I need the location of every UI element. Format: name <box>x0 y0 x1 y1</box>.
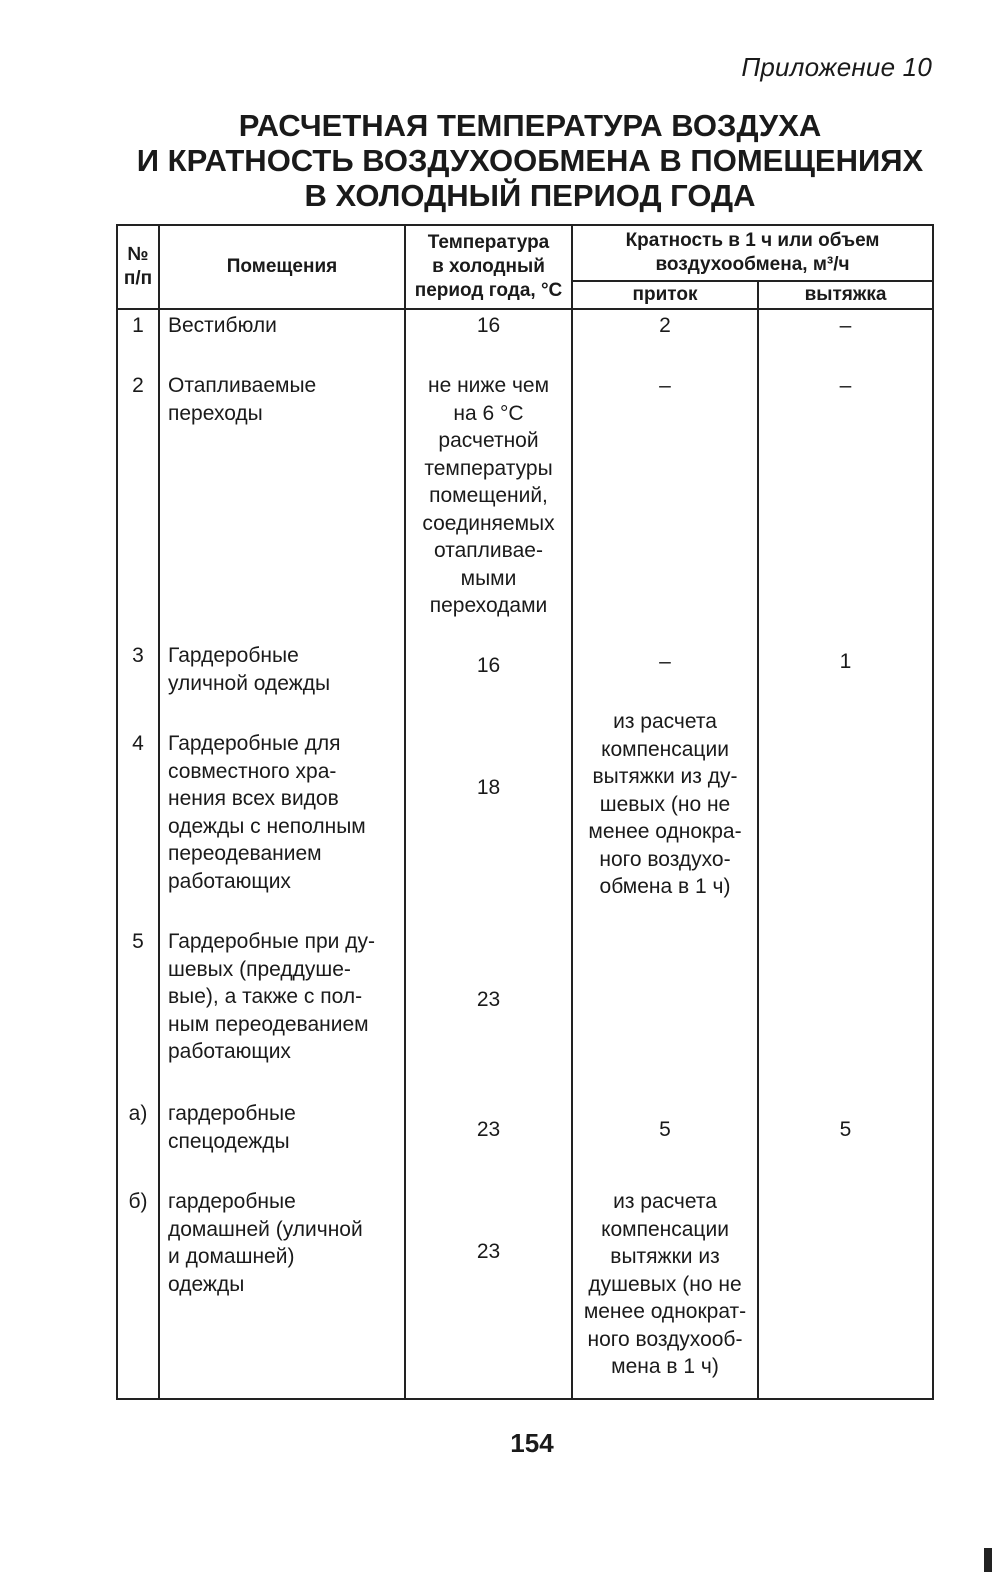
row-3-temp: 16 <box>476 654 501 677</box>
row-4-room: Гардеробные для совместного хра- нения всех видов одежды с неполным переодеванием работающих <box>168 732 366 893</box>
header-supply: приток <box>632 284 698 305</box>
table-border-right <box>932 224 934 1400</box>
appendix-label: Приложение 10 <box>741 52 932 82</box>
row-2-room: Отапливаемые переходы <box>168 374 317 425</box>
row-3-exhaust: 1 <box>839 650 852 673</box>
table-border-bottom <box>116 1398 934 1400</box>
row-3-num: 3 <box>132 644 144 667</box>
row-4-temp: 18 <box>476 776 501 799</box>
row-a-temp: 23 <box>476 1118 501 1141</box>
header-room: Помещения <box>226 256 338 277</box>
row-5-num: 5 <box>132 930 144 953</box>
page-title <box>100 108 960 213</box>
row-1-room: Вестибюли <box>168 314 277 337</box>
row-5-temp: 23 <box>476 988 501 1011</box>
row-3-room: Гардеробные уличной одежды <box>168 644 331 695</box>
row-a-room: гардеробные спецодежды <box>168 1102 296 1153</box>
row-2-supply: – <box>659 374 671 397</box>
row-a-supply: 5 <box>659 1118 671 1141</box>
header-divider <box>116 308 934 310</box>
row-2-num: 2 <box>132 374 144 397</box>
column-divider-supply <box>757 280 759 1400</box>
header-exhaust: вытяжка <box>804 284 887 305</box>
row-5-room: Гардеробные при ду- шевых (преддуше- вые), а также с пол- ным переодеванием работающих <box>168 930 375 1063</box>
ventilation-table <box>116 224 934 1400</box>
row-2-exhaust: – <box>839 374 852 397</box>
title-line-1: РАСЧЕТНАЯ ТЕМПЕРАТУРА ВОЗДУХА <box>238 108 822 143</box>
row-b-temp: 23 <box>476 1240 501 1263</box>
scan-mark <box>984 1548 992 1572</box>
table-border-left <box>116 224 118 1400</box>
page-number: 154 <box>510 1428 554 1458</box>
row-b-num: б) <box>128 1190 148 1213</box>
row-b-supply: из расчета компенсации вытяжки из душевых (но не менее однократ- ного воздухооб- мена в 1 ч) <box>583 1190 747 1378</box>
row-a-num: а) <box>128 1102 148 1125</box>
row-1-temp: 16 <box>476 314 501 337</box>
header-temp: Температура в холодный период года, °С <box>414 232 563 301</box>
row-2-temp: не ниже чем на 6 °С расчетной температуры помещений, соединяемых отапливае- мыми переходами <box>422 374 555 617</box>
row-b-room: гардеробные домашней (уличной и домашней) одежды <box>168 1190 363 1296</box>
row-1-supply: 2 <box>659 314 671 337</box>
header-num: № п/п <box>123 244 153 289</box>
row-1-num: 1 <box>132 314 144 337</box>
column-divider-num <box>158 224 160 1400</box>
title-line-2: И КРАТНОСТЬ ВОЗДУХООБМЕНА В ПОМЕЩЕНИЯХ <box>136 143 924 178</box>
row-a-exhaust: 5 <box>839 1118 852 1141</box>
row-4-supply: из расчета компенсации вытяжки из ду- шевых (но не менее однокра- ного воздухо- обмена в 1 ч) <box>588 710 742 898</box>
header-exchange: Кратность в 1 ч или объем воздухообмена, м³/ч <box>625 230 880 275</box>
row-3-supply: – <box>659 650 671 673</box>
row-1-exhaust: – <box>839 314 852 337</box>
title-line-3: В ХОЛОДНЫЙ ПЕРИОД ГОДА <box>304 178 756 213</box>
row-4-num: 4 <box>132 732 144 755</box>
